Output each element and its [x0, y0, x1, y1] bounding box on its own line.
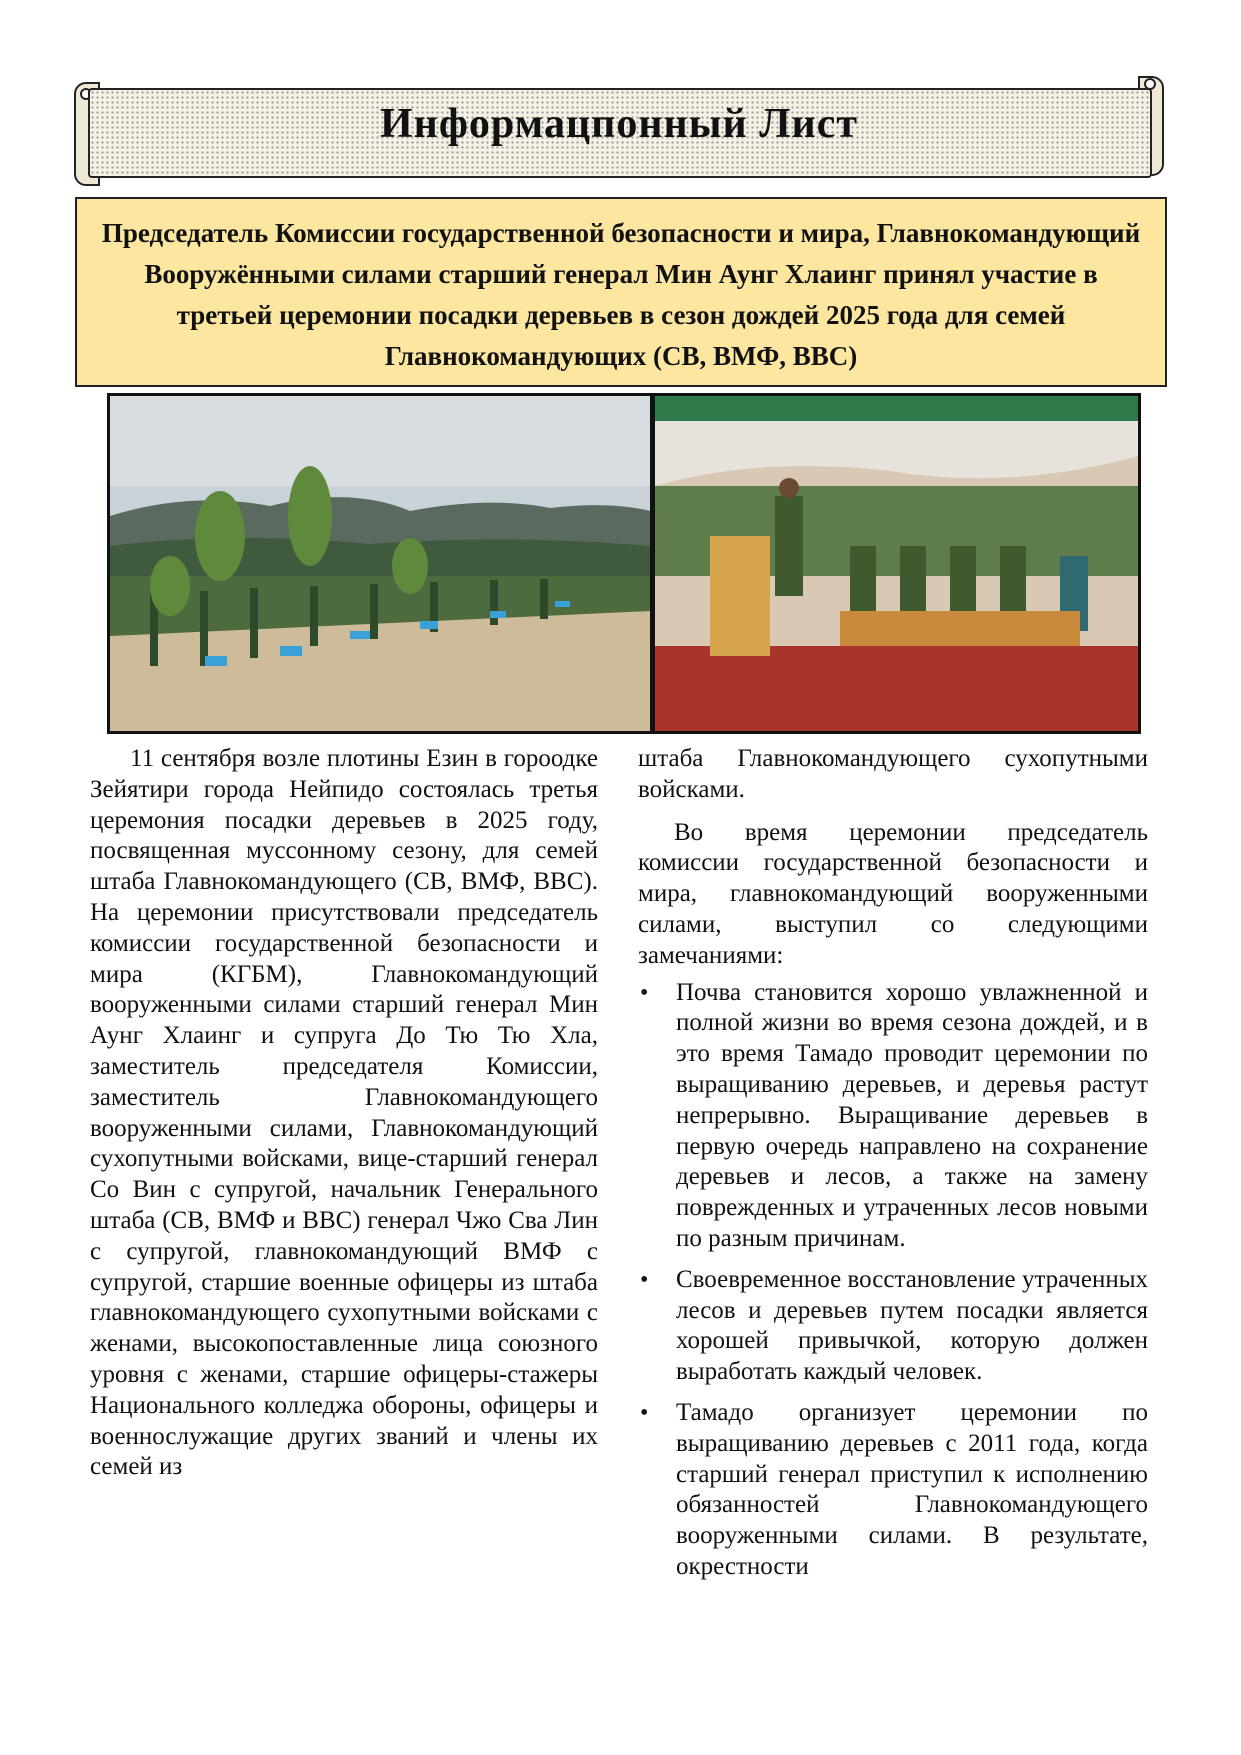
headline-text: Председатель Комиссии государственной безопасности и мира, Главнокомандующий Вооружёнными силами старший генерал Мин Аунг Хлаинг принял участие в третьей церемонии посадки деревьев в сезон дождей 2025 года для семей Главнокомандующих (СВ, ВМФ, ВВС) — [101, 218, 1141, 371]
news-photo — [107, 393, 1141, 734]
page-title: Информацпонный Лист — [379, 101, 859, 147]
title-banner — [74, 82, 1164, 182]
remarks-list — [638, 978, 1148, 1583]
list-item: • Почва становится хорошо увлажненной и полной жизни во время сезона дождей, и в это время Тамадо проводит церемонии по выращиванию деревьев, и деревья растут непрерывно. Выращивание деревьев в первую очередь направлено на сохранение деревьев и лесов, а также на замену поврежденных и утраченных лесов новыми по разным причинам. — [638, 978, 1148, 1255]
list-item: • Своевременное восстановление утраченных лесов и деревьев путем посадки является хорошей привычкой, которую должен выработать каждый человек. — [638, 1265, 1148, 1388]
article-left-column — [90, 744, 598, 1483]
article-right-column — [638, 744, 1148, 1593]
article-continuation: штаба Главнокомандующего сухопутными войсками. — [638, 745, 1148, 803]
article-paragraph: Во время церемонии председатель комиссии государственной безопасности и мира, главнокомандующий вооруженными силами, выступил со следующими замечаниями: — [638, 818, 1148, 969]
photo-left-tree-planting — [110, 396, 650, 731]
headline-box — [75, 197, 1167, 387]
article-paragraph: 11 сентября возле плотины Езин в гороодке Зейятири города Нейпидо состоялась третья церемония посадки деревьев в 2025 году, посвященная муссонному сезону, для семей штаба Главнокомандующего (СВ, ВМФ, ВВС). На церемонии присутствовали председатель комиссии государственной безопасности и мира (КГБМ), Главнокомандующий вооруженными силами старший генерал Мин Аунг Хлаинг и супруга До Тю Тю Хла, заместитель председателя Комиссии, заместитель Главнокомандующего вооруженными силами, Главнокомандующий сухопутными войсками, вице-старший генерал Со Вин с супругой, начальник Генерального штаба (СВ, ВМФ и ВВС) генерал Чжо Сва Лин с супругой, главнокомандующий ВМФ с супругой, старшие военные офицеры из штаба главнокомандующего сухопутными войсками с женами, высокопоставленные лица союзного уровня с женами, старшие офицеры-стажеры Национального колледжа обороны, офицеры и военнослужащие других званий и члены их семей из — [90, 745, 598, 1481]
photo-right-ceremony — [655, 396, 1138, 731]
list-item: • Тамадо организует церемонии по выращиванию деревьев с 2011 года, когда старший генерал приступил к исполнению обязанностей Главнокомандующего вооруженными силами. В результате, окрестности — [638, 1398, 1148, 1583]
photo-illustration — [110, 396, 1138, 731]
